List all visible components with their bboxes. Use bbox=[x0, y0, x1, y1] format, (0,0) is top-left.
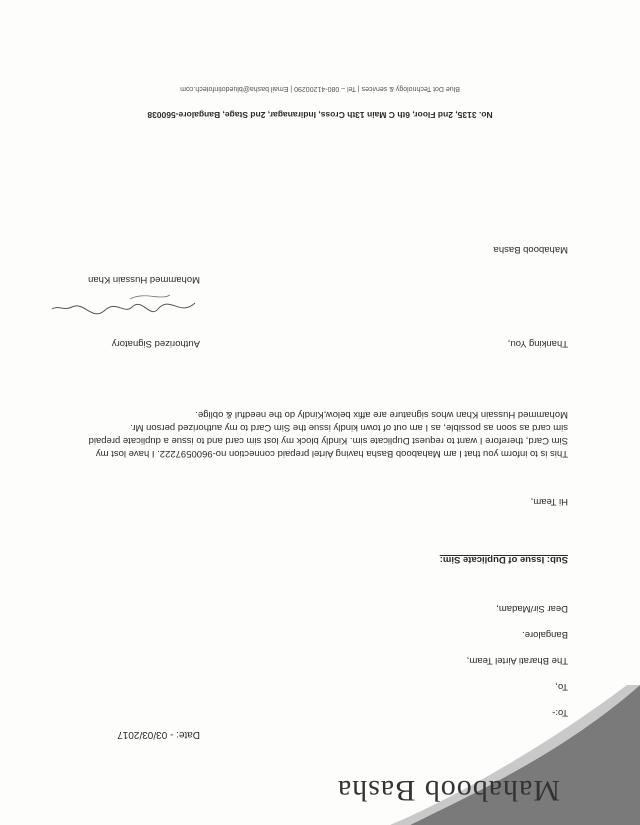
footer-contact: Blue Dot Technology & services | Tel – 080-41200290 | Email basha@bluedotinfotech.com bbox=[180, 85, 460, 92]
subject-line: Sub: Issue of Duplicate Sim: bbox=[439, 554, 568, 565]
greeting: Hi Team, bbox=[530, 496, 568, 507]
recipient-team: The Bharati Airtel Team, bbox=[466, 655, 568, 666]
thanking-you: Thanking You, bbox=[507, 338, 568, 349]
letterhead-name: Mahaboob Basha bbox=[336, 774, 560, 807]
authorized-signatory-label: Authorized Signatory bbox=[111, 338, 200, 349]
salutation: Dear Sir/Madam, bbox=[496, 603, 568, 614]
footer-address: No. 3135, 2nd Floor, 6th C Main 13th Cross, Indiranagar, 2nd Stage, Bangalore-560038 bbox=[147, 110, 493, 120]
letter-date: Date: - 03/03/2017 bbox=[117, 729, 200, 740]
to-line: To, bbox=[555, 681, 568, 692]
letter-body: This is to inform you that I am Mahaboob Basha having Airtel prepaid connection no-9600597222. I have lost my Sim Card, therefore I want to request Duplicate sim. Kindly block my lost sim card and to issue a duplicate prepaid sim card as soon as possible, as I am out of town kindly issue the Sim Card to my authorized person Mr. Mohammed Hussain Khan whos signature are affix below,Kindly do the needful & oblige. bbox=[88, 409, 568, 459]
recipient-city: Bangalore. bbox=[522, 629, 568, 640]
to-label: To:- bbox=[552, 707, 568, 718]
authorized-person-name: Mohammed Hussain Khan bbox=[88, 274, 200, 285]
signer-name: Mahaboob Basha bbox=[493, 244, 568, 255]
handwritten-signature bbox=[50, 285, 200, 325]
